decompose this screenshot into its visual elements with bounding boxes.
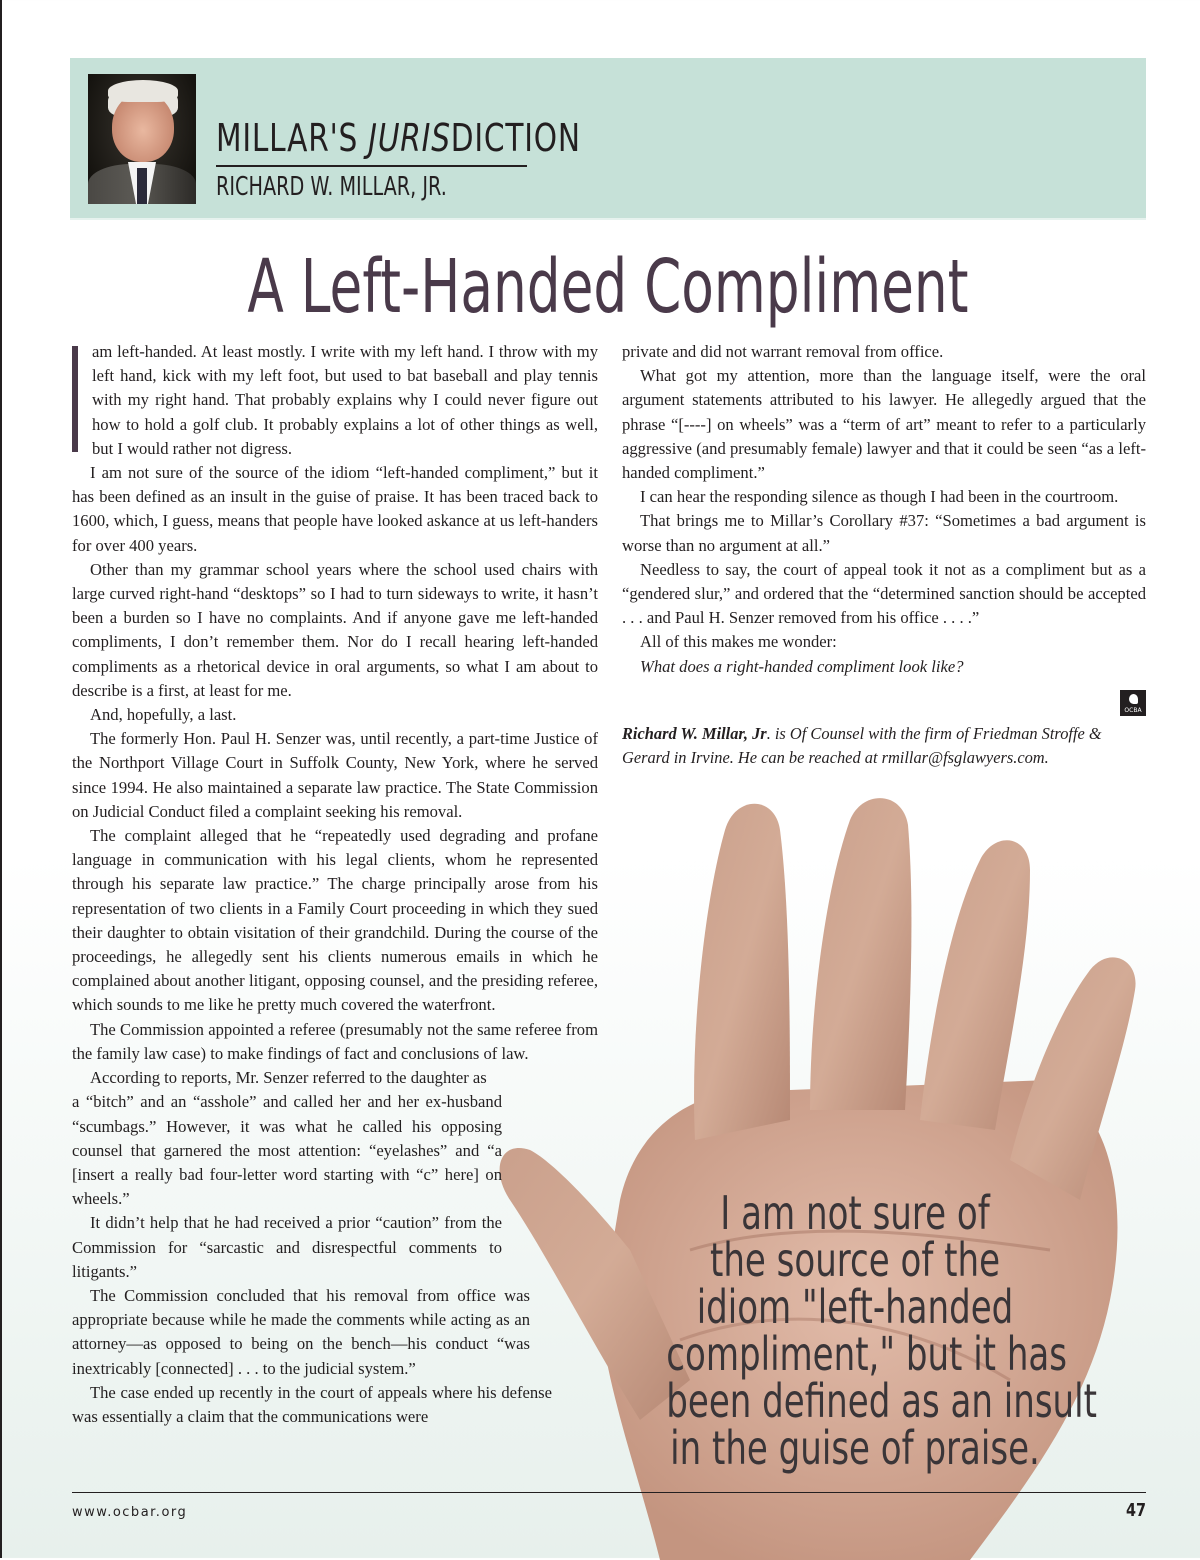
paragraph: According to reports, Mr. Senzer referred to the daughter as [90,1068,487,1088]
page-number: 47 [1125,1500,1146,1521]
paragraph: That brings me to Millar’s Corollary #37: “Sometimes a bad argument is worse than no argument at all.” [622,511,1146,555]
closing-question: What does a right-handed compliment look like? [640,656,964,676]
paragraph: The formerly Hon. Paul H. Senzer was, until recently, a part-time Justice of the Northport Village Court in Suffolk County, New York, where he served since 1994. He also maintained a separate law practice. The State Commission on Judicial Conduct filed a complaint seeking his removal. [72,729,598,821]
paragraph: I am not sure of the source of the idiom “left-handed compliment,” but it has been defined as an insult in the guise of praise. It has been traced back to 1600, which, I guess, means that people have looked askance at us left-handers for over 400 years. [72,463,598,555]
paragraph: It didn’t help that he had received a prior “caution” from the Commission for “sarcastic and disrespectful comments to litigants.” [72,1213,502,1281]
paragraph: The complaint alleged that he “repeatedly used degrading and profane language in communication with his legal clients, whom he represented through his separate law practice.” The charge principally arose from his representation of two clients in a Family Court proceeding in which they sued their daughter to obtain visitation of their grandchild. During the course of the proceedings, he allegedly sent his clients numerous emails in which he complained about another litigant, opposing counsel, and the presiding referee, which sounds to me like he pretty much covered the waterfront. [72,826,598,1015]
paragraph: Other than my grammar school years where the school used chairs with large curved right-hand “desktops” so I had to turn sideways to write, it hasn’t been a burden so I have no complaints. And if anyone gave me left-handed compliments, I don’t remember them. Nor do I recall hearing left-handed compliments as a rhetorical device in oral arguments, so what I am about to describe is a first, at least for me. [72,559,598,700]
footer-url: www.ocbar.org [72,1505,188,1520]
article-right-column [622,340,1146,679]
byline: RICHARD W. MILLAR, JR. [216,172,447,202]
column-name-underline [216,165,527,167]
leaf-icon [1129,694,1138,704]
paragraph: private and did not warrant removal from office. [622,342,944,361]
paragraph: All of this makes me wonder: [640,632,837,652]
paragraph: am left-handed. At least mostly. I write with my left hand. I throw with my left hand, kick with my left foot, but used to bat baseball and play tennis with my right hand. That probably explains why I could never figure out how to hold a golf club. It probably explains a lot of other things as well, but I would rather not digress. [92,342,598,458]
author-bio: Richard W. Millar, Jr. is Of Counsel with the firm of Friedman Stroffe & Gerard in Irvine. He can be reached at rmillar@fsglawyers.com. [622,724,1102,767]
column-header [70,58,1146,220]
paragraph: The Commission concluded that his removal from office was appropriate because while he made the comments while acting as an attorney—as opposed to being on the bench—his conduct “was inextricably [connected] . . . to the judicial system.” [72,1285,530,1378]
paragraph: The Commission appointed a referee (presumably not the same referee from the family law case) to make findings of fact and conclusions of law. [72,1019,598,1063]
paragraph: What got my attention, more than the language itself, were the oral argument statements attributed to his lawyer. He allegedly argued that the phrase “[----] on wheels” was a “term of art” meant to refer to a particularly aggressive (and presumably female) lawyer and that it could be seen “as a left-handed compliment.” [622,366,1146,483]
pull-quote: I am not sure of the source of the idiom "left-handed compliment," but it has been defined as an insult in the guise of praise. [666,1186,1097,1475]
paragraph: I can hear the responding silence as though I had been in the courtroom. [640,487,1119,507]
paragraph: Needless to say, the court of appeal took it not as a compliment but as a “gendered slur,” and ordered that the “determined sanction should be accepted . . . and Paul H. Senzer removed from his office . . . .” [622,559,1146,628]
paragraph: And, hopefully, a last. [90,705,237,725]
footer-rule [72,1492,1146,1493]
paragraph: The case ended up recently in the court of appeals where his defense was essentially a claim that the communications were [72,1382,552,1426]
column-name: MILLAR'S JURISDICTION [216,116,581,160]
paragraph: a “bitch” and an “asshole” and called her and her ex-husband “scumbags.” However, it was what he called his opposing counsel that garnered the most attention: “eyelashes” and “a [insert a really bad four-letter word starting with “c” here] on wheels.” [72,1092,502,1209]
end-of-article-mark: OCBA [1120,690,1146,716]
article-left-column [72,340,598,1429]
author-photo [88,74,196,204]
article-title: A Left-Handed Compliment [247,244,969,330]
page-edge-rule [0,0,2,1558]
